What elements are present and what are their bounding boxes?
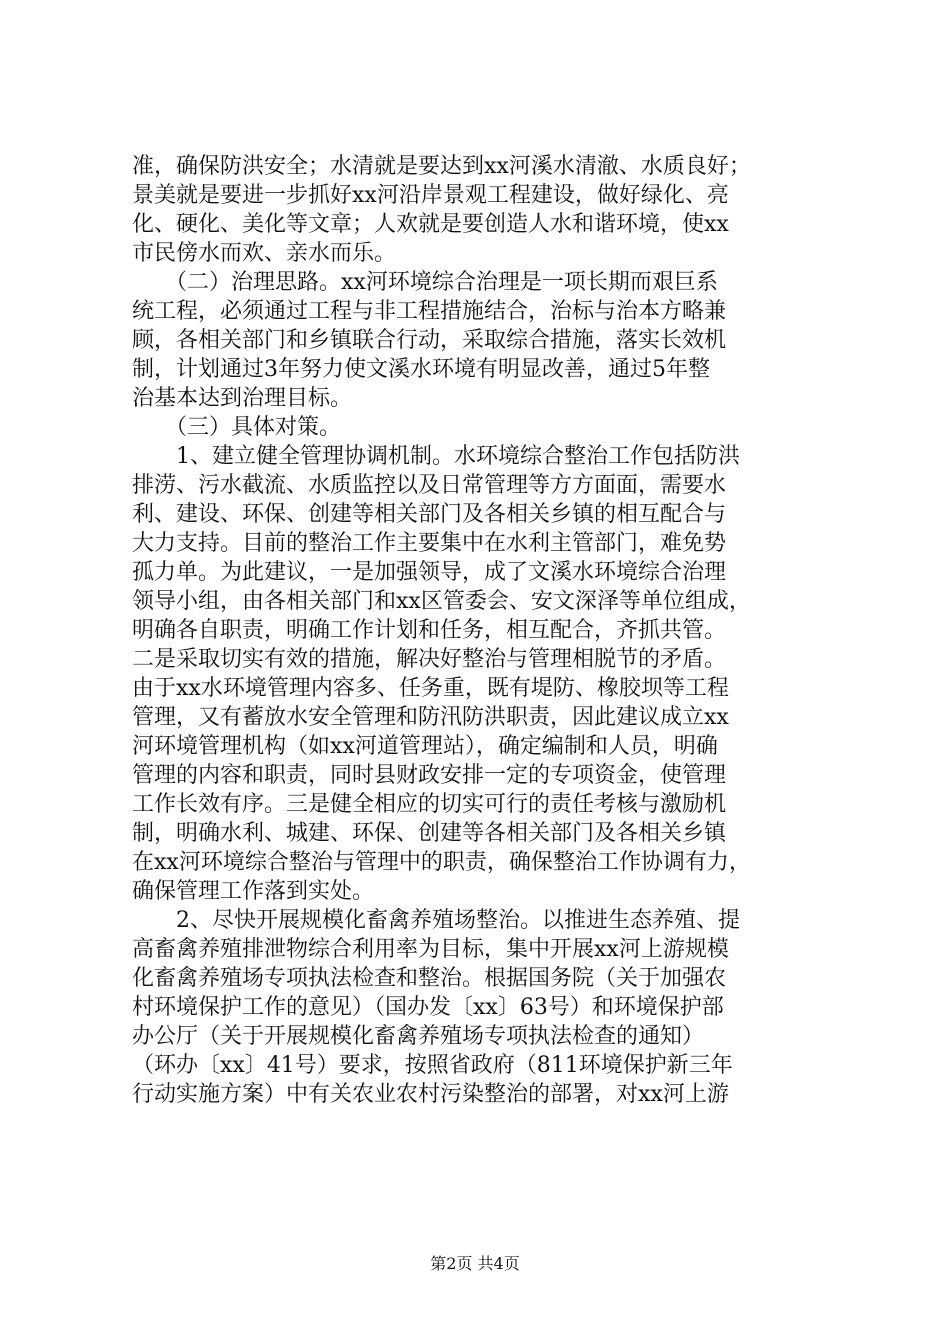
text-line: 化畜禽养殖场专项执法检查和整治。根据国务院（关于加强农 <box>132 966 727 991</box>
text-line: 利、建设、环保、创建等相关部门及各相关乡镇的相互配合与 <box>132 502 727 527</box>
text-line: 统工程，必须通过工程与非工程措施结合，治标与治本方略兼 <box>132 299 727 324</box>
text-line: 二是采取切实有效的措施，解决好整治与管理相脱节的矛盾。 <box>132 647 727 672</box>
text-line: 市民傍水而欢、亲水而乐。 <box>132 241 397 266</box>
text-line: 行动实施方案）中有关农业农村污染整治的部署，对xx河上游 <box>132 1082 729 1107</box>
text-line: 2、尽快开展规模化畜禽养殖场整治。以推进生态养殖、提 <box>132 908 740 933</box>
text-line: 河环境管理机构（如xx河道管理站），确定编制和人员，明确 <box>132 734 718 759</box>
text-line: 顾，各相关部门和乡镇联合行动，采取综合措施，落实长效机 <box>132 328 727 353</box>
text-line: 村环境保护工作的意见）（国办发〔xx〕63号）和环境保护部 <box>132 995 724 1020</box>
text-line: 管理，又有蓄放水安全管理和防汛防洪职责，因此建议成立xx <box>132 705 729 730</box>
text-line: 排涝、污水截流、水质监控以及日常管理等方方面面，需要水 <box>132 473 727 498</box>
text-line: 工作长效有序。三是健全相应的切实可行的责任考核与激励机 <box>132 792 727 817</box>
text-line: 景美就是要进一步抓好xx河沿岸景观工程建设，做好绿化、亮 <box>132 183 729 208</box>
text-line: 在xx河环境综合整治与管理中的职责，确保整治工作协调有力， <box>132 850 751 875</box>
text-line: 领导小组，由各相关部门和xx区管委会、安文深泽等单位组成， <box>132 589 751 614</box>
text-line: 确保管理工作落到实处。 <box>132 879 375 904</box>
text-line: 准，确保防洪安全；水清就是要达到xx河溪水清澈、水质良好； <box>132 154 751 179</box>
text-line: 管理的内容和职责，同时县财政安排一定的专项资金，使管理 <box>132 763 727 788</box>
text-line: （二）治理思路。xx河环境综合治理是一项长期而艰巨系 <box>132 270 718 295</box>
text-line: （环办〔xx〕41号）要求，按照省政府（811环境保护新三年 <box>132 1053 733 1078</box>
text-line: 明确各自职责，明确工作计划和任务，相互配合，齐抓共管。 <box>132 618 727 643</box>
text-line: 由于xx水环境管理内容多、任务重，既有堤防、橡胶坝等工程 <box>132 676 729 701</box>
document-body <box>132 152 832 1109</box>
text-line: 制，明确水利、城建、环保、创建等各相关部门及各相关乡镇 <box>132 821 727 846</box>
text-line: 1、建立健全管理协调机制。水环境综合整治工作包括防洪 <box>132 444 740 469</box>
text-line: 办公厅（关于开展规模化畜禽养殖场专项执法检查的通知） <box>132 1024 705 1049</box>
text-line: 制，计划通过3年努力使文溪水环境有明显改善，通过5年整 <box>132 357 710 382</box>
text-line: 大力支持。目前的整治工作主要集中在水利主管部门，难免势 <box>132 531 727 556</box>
text-line: 孤力单。为此建议，一是加强领导，成了文溪水环境综合治理 <box>132 560 727 585</box>
text-line: （三）具体对策。 <box>132 415 342 440</box>
text-line: 治基本达到治理目标。 <box>132 386 353 411</box>
page-number-footer: 第2页 共4页 <box>430 1254 520 1273</box>
text-line: 化、硬化、美化等文章；人欢就是要创造人水和谐环境，使xx <box>132 212 729 237</box>
text-line: 高畜禽养殖排泄物综合利用率为目标，集中开展xx河上游规模 <box>132 937 729 962</box>
